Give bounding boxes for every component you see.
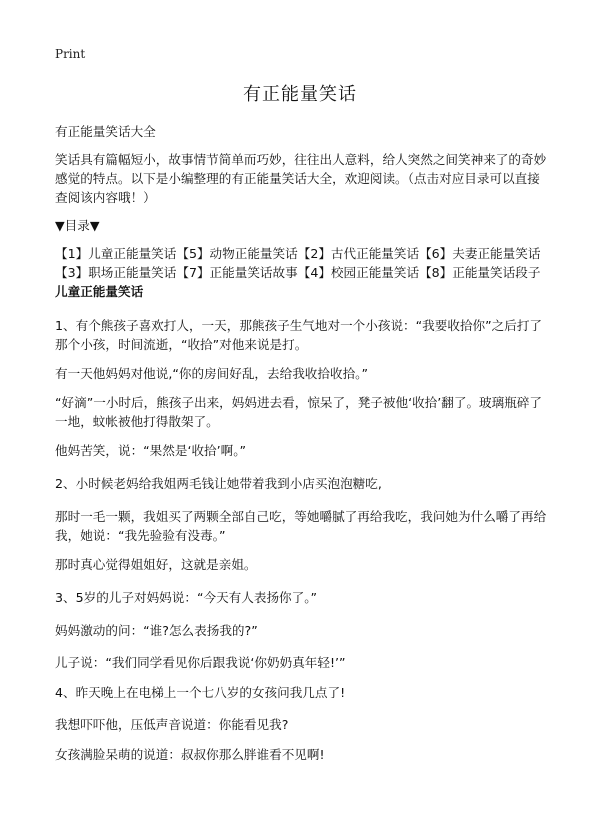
toc-link-8[interactable]: 【8】正能量笑话段子: [419, 265, 541, 280]
toc-heading: ▼目录▼: [55, 218, 100, 233]
joke-paragraph: 我想吓吓他，压低声音说道：你能看见我?: [55, 717, 289, 732]
print-link[interactable]: Print: [55, 47, 86, 61]
joke-paragraph: 3、5岁的儿子对妈妈说：“今天有人表扬你了。”: [55, 590, 318, 605]
joke-paragraph: 他妈苦笑，说：“果然是‘收拾’啊。”: [55, 443, 247, 458]
joke-paragraph: 那时真心觉得姐姐好，这就是亲姐。: [55, 557, 257, 572]
joke-paragraph: 女孩满脸呆萌的说道：叔叔你那么胖谁看不见啊!: [55, 747, 325, 762]
toc-link-1[interactable]: 【1】儿童正能量笑话: [55, 246, 177, 261]
toc-link-5[interactable]: 【5】动物正能量笑话: [176, 246, 298, 261]
table-of-contents: [55, 244, 550, 301]
joke-paragraph: 妈妈激动的问：“谁?怎么表扬我的?”: [55, 623, 258, 638]
toc-link-4[interactable]: 【4】校园正能量笑话: [297, 265, 420, 280]
article-subtitle: 有正能量笑话大全: [55, 124, 156, 139]
joke-paragraph: 有一天他妈妈对他说,“你的房间好乱，去给我收拾收拾。”: [55, 366, 369, 381]
section-heading: 儿童正能量笑话: [55, 284, 144, 299]
toc-link-6[interactable]: 【6】夫妻正能量笑话: [419, 246, 541, 261]
toc-link-2[interactable]: 【2】古代正能量笑话: [297, 246, 420, 261]
toc-link-7[interactable]: 【7】正能量笑话故事: [176, 265, 298, 280]
page-title: 有正能量笑话: [243, 84, 357, 105]
joke-paragraph: “好滴”一小时后，熊孩子出来，妈妈进去看，惊呆了，凳子被他‘收拾’翻了。玻璃瓶碎了一地，蚊帐被他打得散架了。: [55, 395, 543, 429]
joke-paragraph: 儿子说：“我们同学看见你后跟我说‘你奶奶真年轻!’”: [55, 655, 346, 670]
joke-paragraph: 1、有个熊孩子喜欢打人，一天，那熊孩子生气地对一个小孩说：“我要收拾你”之后打了那个小孩，时间流逝，“收拾”对他来说是打。: [55, 318, 543, 352]
intro-paragraph: 笑话具有篇幅短小，故事情节简单而巧妙，往往出人意料，给人突然之间笑神来了的奇妙感觉的特点。以下是小编整理的有正能量笑话大全，欢迎阅读。（点击对应目录可以直接查阅该内容哦！）: [55, 152, 547, 205]
toc-link-3[interactable]: 【3】职场正能量笑话: [55, 265, 177, 280]
joke-paragraph: 4、昨天晚上在电梯上一个七八岁的女孩问我几点了!: [55, 685, 346, 700]
joke-paragraph: 那时一毛一颗，我姐买了两颗全部自己吃，等她嚼腻了再给我吃，我问她为什么嚼了再给我，她说：“我先验验有没毒。”: [55, 509, 547, 543]
joke-paragraph: 2、小时候老妈给我姐两毛钱让她带着我到小店买泡泡糖吃,: [55, 476, 382, 491]
